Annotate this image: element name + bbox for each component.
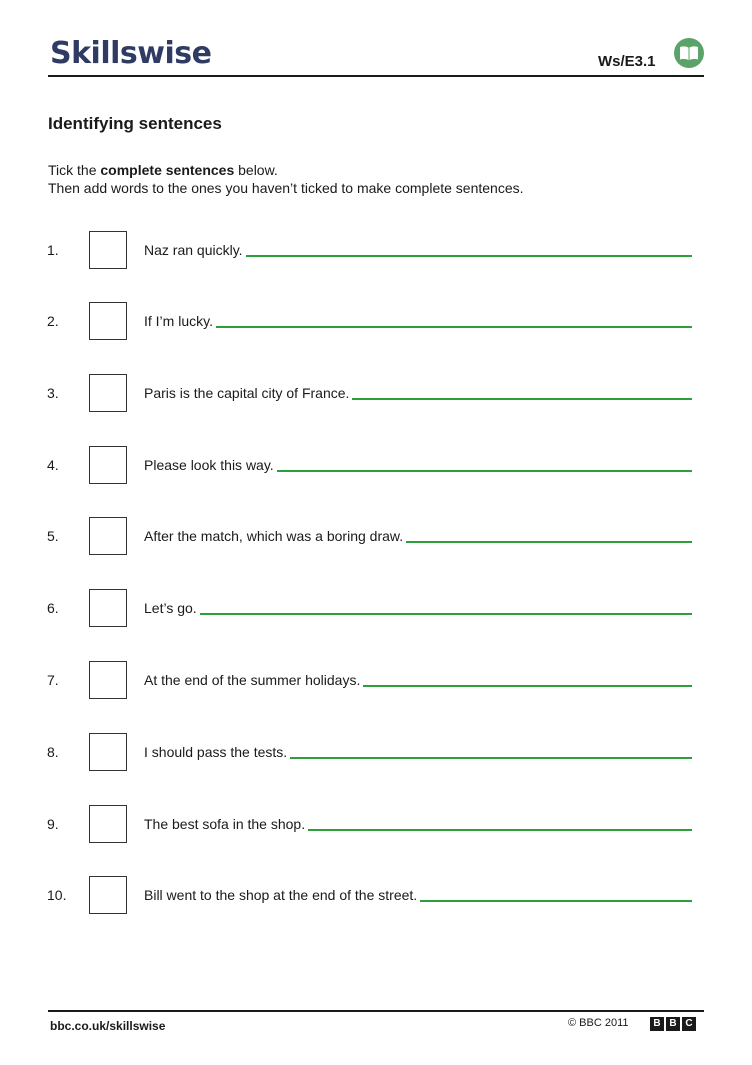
answer-line[interactable]: [352, 384, 692, 400]
skillswise-logo: Skillswise: [50, 36, 212, 71]
book-icon: [673, 37, 705, 69]
instruction-emphasis: complete sentences: [100, 162, 235, 178]
item-number: 8.: [47, 744, 59, 760]
header-divider: [48, 75, 704, 77]
sentence-text: Paris is the capital city of France.: [144, 385, 350, 401]
item-number: 2.: [47, 313, 59, 329]
sentence-text: After the match, which was a boring draw.: [144, 528, 404, 544]
bbc-logo-letter: B: [666, 1017, 680, 1031]
sentence-item: [0, 661, 752, 701]
sentence-text: At the end of the summer holidays.: [144, 672, 361, 688]
sentence-item: [0, 517, 752, 557]
sentence-item: [0, 733, 752, 773]
item-number: 9.: [47, 816, 59, 832]
answer-line[interactable]: [308, 815, 692, 831]
answer-line[interactable]: [216, 312, 692, 328]
sentence-item: [0, 589, 752, 629]
tick-box[interactable]: [89, 661, 127, 699]
page-title: Identifying sentences: [48, 114, 222, 133]
sentence-item: [0, 374, 752, 414]
sentence-item: [0, 446, 752, 486]
footer-url: bbc.co.uk/skillswise: [50, 1019, 166, 1033]
tick-box[interactable]: [89, 805, 127, 843]
sentence-text: The best sofa in the shop.: [144, 816, 306, 832]
instruction-line-2: Then add words to the ones you haven’t ticked to make complete sentences.: [48, 180, 524, 196]
answer-line[interactable]: [290, 743, 692, 759]
instruction-suffix: below.: [234, 162, 278, 178]
tick-box[interactable]: [89, 589, 127, 627]
sentence-row: [144, 312, 692, 329]
copyright-notice: © BBC 2011: [568, 1017, 629, 1029]
item-number: 7.: [47, 672, 59, 688]
sentence-text: Bill went to the shop at the end of the street.: [144, 887, 418, 903]
sentence-text: I should pass the tests.: [144, 744, 288, 760]
sentence-row: [144, 384, 692, 401]
answer-line[interactable]: [420, 886, 692, 902]
sentence-row: [144, 527, 692, 544]
sentence-text: Naz ran quickly.: [144, 242, 243, 258]
item-number: 5.: [47, 528, 59, 544]
answer-line[interactable]: [363, 671, 692, 687]
tick-box[interactable]: [89, 876, 127, 914]
sentence-row: [144, 886, 692, 903]
sentence-text: Let’s go.: [144, 600, 197, 616]
item-number: 1.: [47, 242, 59, 258]
sentence-item: [0, 302, 752, 342]
answer-line[interactable]: [277, 456, 692, 472]
item-number: 6.: [47, 600, 59, 616]
sentence-row: [144, 241, 692, 258]
bbc-logo-letter: C: [682, 1017, 696, 1031]
sentence-row: [144, 671, 692, 688]
tick-box[interactable]: [89, 374, 127, 412]
footer-divider: [48, 1010, 704, 1012]
tick-box[interactable]: [89, 733, 127, 771]
item-number: 4.: [47, 457, 59, 473]
tick-box[interactable]: [89, 231, 127, 269]
bbc-logo-letter: B: [650, 1017, 664, 1031]
sentence-row: [144, 815, 692, 832]
sentence-text: Please look this way.: [144, 457, 274, 473]
answer-line[interactable]: [246, 241, 692, 257]
sentence-item: [0, 231, 752, 271]
instruction-line-1: [48, 162, 278, 178]
sentence-item: [0, 805, 752, 845]
sentence-row: [144, 456, 692, 473]
tick-box[interactable]: [89, 517, 127, 555]
item-number: 10.: [47, 887, 67, 903]
worksheet-code: Ws/E3.1: [598, 53, 656, 70]
tick-box[interactable]: [89, 446, 127, 484]
sentence-text: If I’m lucky.: [144, 313, 213, 329]
tick-box[interactable]: [89, 302, 127, 340]
item-number: 3.: [47, 385, 59, 401]
instruction-prefix: Tick the: [48, 162, 101, 178]
answer-line[interactable]: [200, 599, 692, 615]
sentence-row: [144, 743, 692, 760]
bbc-logo: [650, 1017, 696, 1031]
answer-line[interactable]: [406, 527, 692, 543]
sentence-item: [0, 876, 752, 916]
sentence-row: [144, 599, 692, 616]
